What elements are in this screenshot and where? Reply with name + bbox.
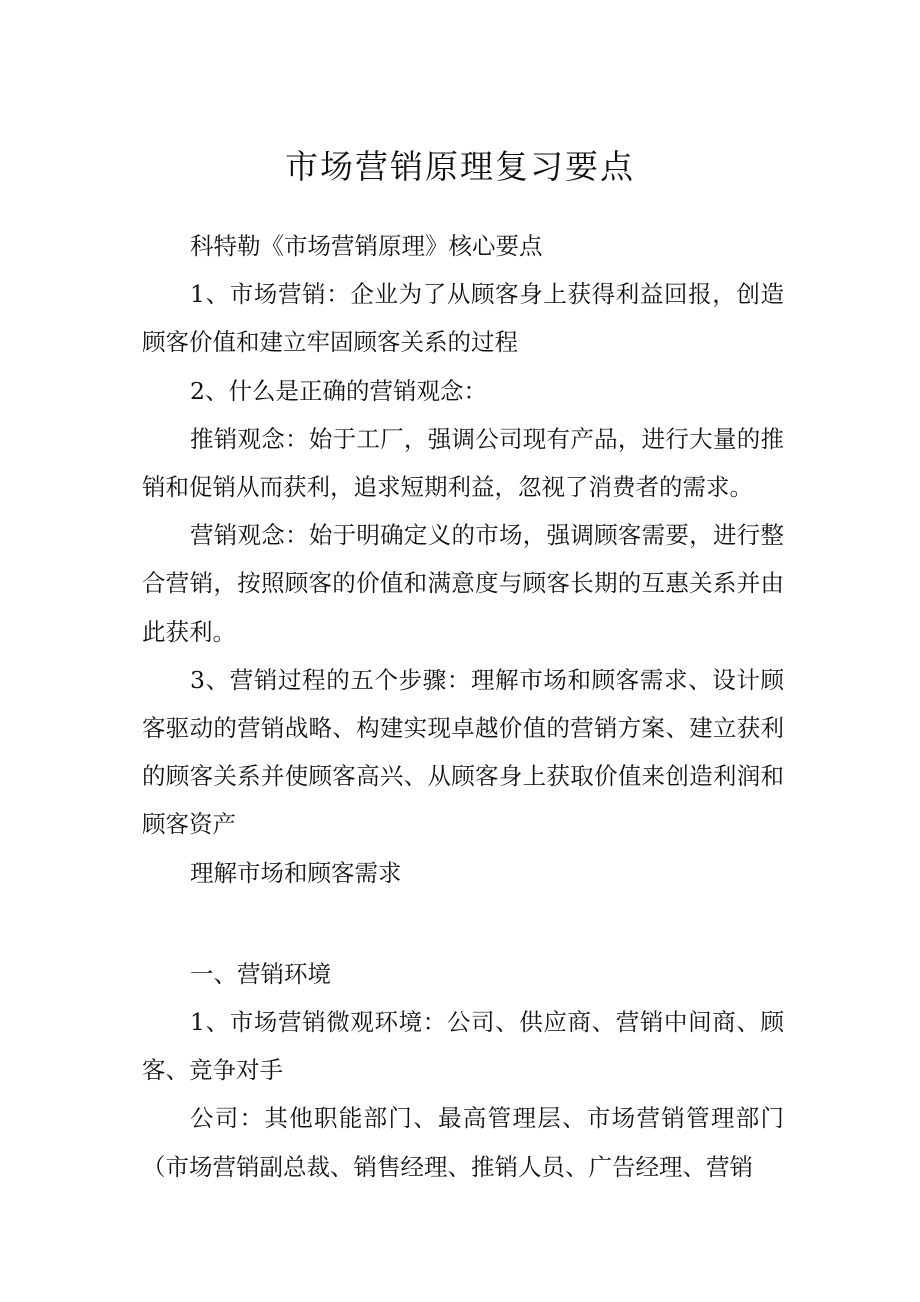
document-title: 市场营销原理复习要点	[285, 147, 635, 186]
paragraph-marketing-concept: 营销观念：始于明确定义的市场，强调顾客需要，进行整合营销，按照顾客的价值和满意度与顾客长期的互惠关系并由此获利。	[142, 521, 784, 646]
document-body	[142, 222, 784, 1191]
paragraph-concept-heading: 2、什么是正确的营销观念：	[190, 376, 487, 405]
paragraph-micro-environment: 1、市场营销微观环境：公司、供应商、营销中间商、顾客、竞争对手	[142, 1008, 784, 1085]
blank-line	[142, 897, 784, 950]
paragraph-environment-heading: 一、营销环境	[190, 959, 331, 988]
paragraph-company: 公司：其他职能部门、最高管理层、市场营销管理部门（市场营销副总裁、销售经理、推销人员、广告经理、营销	[142, 1104, 784, 1181]
paragraph-section-heading: 理解市场和顾客需求	[190, 858, 402, 887]
paragraph-definition: 1、市场营销：企业为了从顾客身上获得利益回报，创造顾客价值和建立牢固顾客关系的过程	[142, 280, 784, 357]
paragraph-five-steps: 3、营销过程的五个步骤：理解市场和顾客需求、设计顾客驱动的营销战略、构建实现卓越价值的营销方案、建立获利的顾客关系并使顾客高兴、从顾客身上获取价值来创造利润和顾客资产	[142, 665, 784, 839]
paragraph-intro: 科特勒《市场营销原理》核心要点	[190, 232, 543, 260]
paragraph-selling-concept: 推销观念：始于工厂，强调公司现有产品，进行大量的推销和促销从而获利，追求短期利益，忽视了消费者的需求。	[142, 424, 784, 502]
